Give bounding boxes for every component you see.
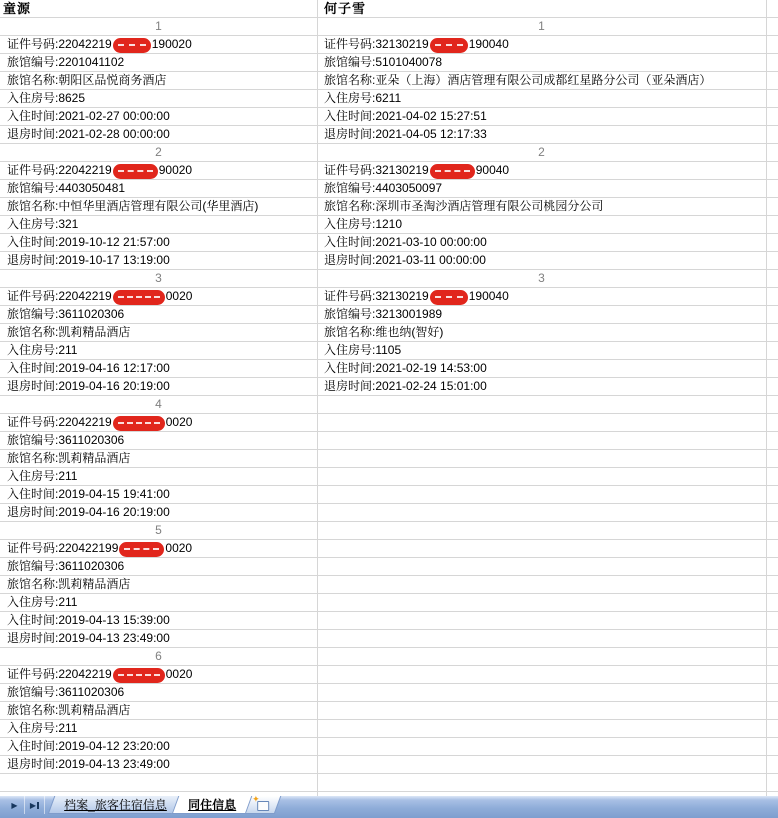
insert-worksheet-icon	[251, 794, 269, 811]
record-field-row	[0, 324, 778, 342]
record-field-row	[0, 576, 778, 594]
grid-cell-content	[317, 378, 766, 395]
grid-cell[interactable]	[0, 684, 317, 701]
field-id: 证件号码:22042219 90020	[7, 163, 193, 177]
field-id: 证件号码:22042219 0020	[7, 667, 193, 681]
redaction-mark	[113, 164, 158, 179]
grid-cell-content	[317, 306, 766, 323]
grid-cell[interactable]	[317, 468, 778, 485]
grid-cell[interactable]	[0, 162, 317, 179]
record-field-row	[0, 414, 778, 432]
grid-cell[interactable]	[0, 594, 317, 611]
grid-cell[interactable]	[317, 342, 778, 359]
arrow-icon: ▶	[29, 800, 37, 810]
field-checkin: 入住时间:2019-10-12 21:57:00	[7, 235, 170, 249]
grid-cell[interactable]	[0, 288, 317, 305]
field-hotel_name: 旅馆名称:朝阳区品悦商务酒店	[7, 73, 167, 87]
grid-cell[interactable]	[0, 450, 317, 467]
field-room: 入住房号:1210	[324, 217, 403, 231]
grid-cell[interactable]	[317, 612, 778, 629]
grid-cell[interactable]	[0, 324, 317, 341]
record-field-row	[0, 756, 778, 774]
grid-cell[interactable]	[317, 198, 778, 215]
field-checkout: 退房时间:2019-04-16 20:19:00	[7, 505, 170, 519]
grid-cell[interactable]	[317, 162, 778, 179]
field-hotel_no: 旅馆编号:3611020306	[7, 559, 125, 573]
record-index: 2	[538, 145, 545, 159]
record-field-row	[0, 684, 778, 702]
field-id: 证件号码:32130219 190040	[324, 37, 509, 51]
record-field-row	[0, 702, 778, 720]
grid-cell[interactable]	[317, 720, 778, 737]
field-id: 证件号码:32130219 90040	[324, 163, 510, 177]
grid-cell[interactable]	[317, 108, 778, 125]
grid-cell[interactable]	[317, 522, 778, 539]
record-index: 6	[155, 649, 162, 663]
sparkle-star-icon: ✦	[251, 794, 260, 804]
sheet-tab-inactive[interactable]	[48, 796, 183, 814]
record-index-row	[0, 396, 778, 414]
sheet-tab-label: 同住信息	[187, 798, 236, 812]
redaction-mark	[113, 38, 151, 53]
grid-cell[interactable]	[0, 522, 317, 539]
grid-cell[interactable]	[317, 288, 778, 305]
field-checkin: 入住时间:2021-02-19 14:53:00	[324, 361, 487, 375]
grid-cell[interactable]	[0, 612, 317, 629]
sheet-tabs	[51, 796, 278, 814]
record-index: 3	[155, 271, 162, 285]
grid-cell[interactable]	[317, 144, 778, 161]
grid-cell[interactable]	[317, 702, 778, 719]
record-index: 4	[155, 397, 162, 411]
grid-cell-content	[317, 54, 766, 71]
grid-cell[interactable]	[317, 540, 778, 557]
redaction-mark	[430, 38, 468, 53]
grid-cell-content	[317, 72, 766, 89]
field-hotel_name: 旅馆名称:维也纳(智好)	[324, 325, 444, 339]
grid-cell[interactable]	[0, 666, 317, 683]
grid-cell[interactable]	[0, 216, 317, 233]
record-field-row	[0, 108, 778, 126]
record-index-row	[0, 270, 778, 288]
grid-cell-content	[317, 18, 766, 35]
grid-cell[interactable]	[0, 36, 317, 53]
record-index-row	[0, 522, 778, 540]
field-id: 证件号码:22042219 0020	[7, 289, 193, 303]
grid-cell[interactable]	[317, 306, 778, 323]
grid-cell-content	[317, 126, 766, 143]
record-field-row	[0, 666, 778, 684]
header-row	[0, 0, 778, 18]
field-hotel_name: 旅馆名称:深圳市圣淘沙酒店管理有限公司桃园分公司	[324, 199, 604, 213]
record-field-row	[0, 234, 778, 252]
grid-cell[interactable]	[0, 378, 317, 395]
grid-cell[interactable]	[0, 720, 317, 737]
field-hotel_no: 旅馆编号:4403050481	[7, 181, 126, 195]
record-field-row	[0, 198, 778, 216]
field-checkin: 入住时间:2019-04-16 12:17:00	[7, 361, 170, 375]
record-field-row	[0, 486, 778, 504]
record-field-row	[0, 36, 778, 54]
grid-cell[interactable]	[317, 18, 778, 35]
field-hotel_no: 旅馆编号:3611020306	[7, 685, 125, 699]
grid-cell[interactable]	[0, 630, 317, 647]
grid-cell[interactable]	[317, 72, 778, 89]
grid-cell-content	[317, 162, 766, 179]
field-checkin: 入住时间:2019-04-12 23:20:00	[7, 739, 170, 753]
grid-cell[interactable]	[317, 594, 778, 611]
field-checkin: 入住时间:2019-04-15 19:41:00	[7, 487, 170, 501]
field-hotel_name: 旅馆名称:凯莉精品酒店	[7, 703, 131, 717]
field-hotel_name: 旅馆名称:凯莉精品酒店	[7, 577, 131, 591]
record-field-row	[0, 180, 778, 198]
grid-cell[interactable]	[317, 756, 778, 773]
grid-cell[interactable]	[0, 468, 317, 485]
grid-cell[interactable]	[0, 252, 317, 269]
scroll-last-sheet-button[interactable]	[25, 796, 45, 814]
field-id: 证件号码:220422199 0020	[7, 541, 193, 555]
grid-cell-content	[317, 180, 766, 197]
record-field-row	[0, 90, 778, 108]
grid-cell-content	[317, 342, 766, 359]
record-field-row	[0, 558, 778, 576]
record-field-row	[0, 288, 778, 306]
grid-cell[interactable]	[317, 234, 778, 251]
grid-cell[interactable]	[0, 72, 317, 89]
grid-cell-content	[317, 270, 766, 287]
grid-cell[interactable]	[0, 0, 317, 17]
sheet-tab-bar	[0, 796, 778, 818]
field-checkout: 退房时间:2019-04-13 23:49:00	[7, 757, 170, 771]
grid-cell[interactable]	[317, 666, 778, 683]
record-field-row	[0, 612, 778, 630]
empty-row	[0, 774, 778, 792]
redaction-mark	[430, 164, 475, 179]
grid-cell[interactable]	[317, 414, 778, 431]
field-room: 入住房号:8625	[7, 91, 86, 105]
grid-cell[interactable]	[317, 630, 778, 647]
field-id: 证件号码:32130219 190040	[324, 289, 509, 303]
grid-cell[interactable]	[0, 54, 317, 71]
grid-cell[interactable]	[0, 126, 317, 143]
grid-cell[interactable]	[317, 252, 778, 269]
record-field-row	[0, 630, 778, 648]
record-field-row	[0, 594, 778, 612]
field-id: 证件号码:22042219 190020	[7, 37, 192, 51]
grid-cell[interactable]	[0, 432, 317, 449]
field-room: 入住房号:321	[7, 217, 79, 231]
grid-cell[interactable]	[0, 540, 317, 557]
field-checkin: 入住时间:2021-02-27 00:00:00	[7, 109, 170, 123]
field-checkin: 入住时间:2021-03-10 00:00:00	[324, 235, 487, 249]
grid-cell[interactable]	[317, 774, 778, 791]
field-room: 入住房号:211	[7, 343, 78, 357]
sheet-nav-buttons	[5, 796, 45, 814]
grid-cell-content	[317, 90, 766, 107]
field-hotel_no: 旅馆编号:3611020306	[7, 433, 125, 447]
grid-cell[interactable]	[317, 648, 778, 665]
field-hotel_no: 旅馆编号:2201041102	[7, 55, 125, 69]
arrow-icon: ▶	[11, 800, 18, 810]
person-name-header: 童源	[3, 1, 32, 16]
record-index-row	[0, 144, 778, 162]
grid-cell[interactable]	[317, 324, 778, 341]
record-index: 1	[155, 19, 162, 33]
field-hotel_no: 旅馆编号:3213001989	[324, 307, 443, 321]
field-checkout: 退房时间:2019-04-13 23:49:00	[7, 631, 170, 645]
redaction-mark	[113, 416, 165, 431]
grid-cell[interactable]	[0, 756, 317, 773]
grid-cell[interactable]	[0, 738, 317, 755]
field-id: 证件号码:22042219 0020	[7, 415, 193, 429]
record-index: 3	[538, 271, 545, 285]
grid-cell[interactable]	[0, 576, 317, 593]
record-field-row	[0, 162, 778, 180]
grid-cell[interactable]	[0, 558, 317, 575]
record-field-row	[0, 72, 778, 90]
record-field-row	[0, 126, 778, 144]
grid-cell[interactable]	[0, 234, 317, 251]
grid-cell[interactable]	[317, 54, 778, 71]
grid-cell[interactable]	[317, 180, 778, 197]
grid-cell[interactable]	[0, 108, 317, 125]
field-room: 入住房号:211	[7, 595, 78, 609]
redaction-mark	[119, 542, 164, 557]
grid-cell[interactable]	[317, 378, 778, 395]
field-room: 入住房号:211	[7, 469, 78, 483]
grid-cell[interactable]	[317, 558, 778, 575]
grid-cell[interactable]	[317, 432, 778, 449]
redaction-mark	[113, 668, 165, 683]
field-checkin: 入住时间:2021-04-02 15:27:51	[324, 109, 487, 123]
bar-icon	[37, 802, 39, 809]
record-index-row	[0, 648, 778, 666]
sheet-tab-label: 档案_旅客住宿信息	[64, 798, 167, 812]
grid-cell[interactable]	[0, 486, 317, 503]
grid-cell[interactable]	[0, 180, 317, 197]
person-name-header: 何子雪	[324, 1, 367, 16]
sheet-tab-active[interactable]	[171, 796, 252, 814]
grid-cell-content	[317, 234, 766, 251]
record-field-row	[0, 450, 778, 468]
grid-cell[interactable]	[0, 144, 317, 161]
grid-cell[interactable]	[0, 342, 317, 359]
field-room: 入住房号:1105	[324, 343, 402, 357]
redaction-mark	[113, 290, 165, 305]
grid-cell-content	[317, 252, 766, 269]
grid-cell[interactable]	[317, 36, 778, 53]
grid-cell[interactable]	[317, 738, 778, 755]
grid-cell[interactable]	[0, 396, 317, 413]
grid-cell-content	[317, 144, 766, 161]
grid-cell-content	[317, 198, 766, 215]
field-checkin: 入住时间:2019-04-13 15:39:00	[7, 613, 170, 627]
grid-cell[interactable]	[317, 684, 778, 701]
redaction-mark	[430, 290, 468, 305]
record-field-row	[0, 360, 778, 378]
grid-cell[interactable]	[317, 504, 778, 521]
field-checkout: 退房时间:2021-03-11 00:00:00	[324, 253, 486, 267]
grid-cell[interactable]	[317, 576, 778, 593]
record-index: 2	[155, 145, 162, 159]
grid-cell[interactable]	[0, 414, 317, 431]
record-field-row	[0, 738, 778, 756]
record-field-row	[0, 378, 778, 396]
grid-cell[interactable]	[317, 450, 778, 467]
record-index-row	[0, 18, 778, 36]
grid-cell[interactable]	[0, 306, 317, 323]
grid-cell[interactable]	[317, 396, 778, 413]
grid-cell-content	[317, 360, 766, 377]
field-room: 入住房号:6211	[324, 91, 402, 105]
grid-cell[interactable]	[317, 0, 778, 17]
field-checkout: 退房时间:2021-02-28 00:00:00	[7, 127, 170, 141]
field-hotel_name: 旅馆名称:亚朵（上海）酒店管理有限公司成都红星路分公司（亚朵酒店）	[324, 73, 712, 87]
field-hotel_no: 旅馆编号:3611020306	[7, 307, 125, 321]
grid-cell-content	[317, 0, 766, 17]
grid-cell-content	[317, 108, 766, 125]
grid-cell-content	[317, 216, 766, 233]
record-index: 1	[538, 19, 545, 33]
record-field-row	[0, 468, 778, 486]
grid-cell[interactable]	[317, 90, 778, 107]
field-hotel_name: 旅馆名称:凯莉精品酒店	[7, 325, 131, 339]
grid-cell[interactable]	[0, 774, 317, 791]
field-hotel_name: 旅馆名称:凯莉精品酒店	[7, 451, 131, 465]
record-field-row	[0, 252, 778, 270]
grid-cell[interactable]	[317, 126, 778, 143]
record-field-row	[0, 306, 778, 324]
record-field-row	[0, 540, 778, 558]
field-hotel_no: 旅馆编号:4403050097	[324, 181, 443, 195]
grid-cell[interactable]	[317, 360, 778, 377]
grid-cell[interactable]	[0, 90, 317, 107]
field-checkout: 退房时间:2019-04-16 20:19:00	[7, 379, 170, 393]
field-checkout: 退房时间:2021-02-24 15:01:00	[324, 379, 487, 393]
grid-cell[interactable]	[0, 702, 317, 719]
field-checkout: 退房时间:2021-04-05 12:17:33	[324, 127, 487, 141]
record-field-row	[0, 216, 778, 234]
record-field-row	[0, 54, 778, 72]
record-index: 5	[155, 523, 162, 537]
grid-cell[interactable]	[317, 270, 778, 287]
scroll-next-sheet-button[interactable]	[5, 796, 25, 814]
grid-cell-content	[317, 36, 766, 53]
grid-cell-content	[317, 324, 766, 341]
field-hotel_name: 旅馆名称:中恒华里酒店管理有限公司(华里酒店)	[7, 199, 259, 213]
grid-cell[interactable]	[0, 18, 317, 35]
grid-cell-content	[317, 288, 766, 305]
grid-cell[interactable]	[0, 648, 317, 665]
grid-cell[interactable]	[0, 360, 317, 377]
field-room: 入住房号:211	[7, 721, 78, 735]
record-field-row	[0, 432, 778, 450]
field-hotel_no: 旅馆编号:5101040078	[324, 55, 443, 69]
grid-cell[interactable]	[0, 270, 317, 287]
grid-cell[interactable]	[0, 504, 317, 521]
record-field-row	[0, 720, 778, 738]
record-field-row	[0, 504, 778, 522]
record-field-row	[0, 342, 778, 360]
grid-cell[interactable]	[0, 198, 317, 215]
grid-cell[interactable]	[317, 486, 778, 503]
grid-cell[interactable]	[317, 216, 778, 233]
field-checkout: 退房时间:2019-10-17 13:19:00	[7, 253, 170, 267]
